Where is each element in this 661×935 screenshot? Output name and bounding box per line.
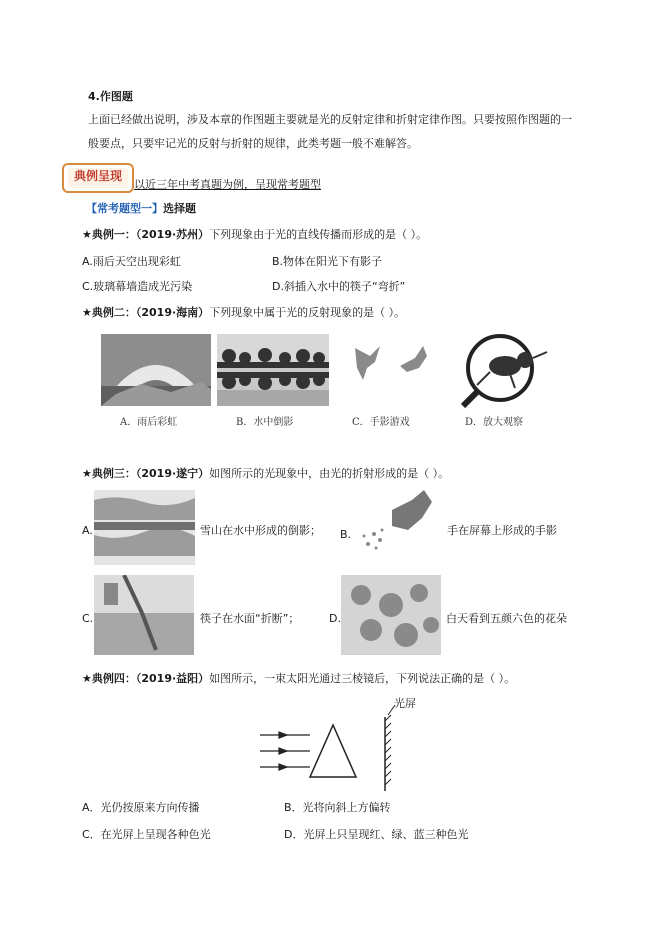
hand-screen-illustration — [352, 490, 444, 560]
hand-shadow-screen-picture — [352, 490, 444, 560]
flowers-illustration — [341, 575, 441, 655]
question-3-option-c-text: 筷子在水面“折断”； — [200, 612, 300, 625]
question-2-caption-a: A．雨后彩虹 — [120, 417, 178, 428]
arrow-2 — [279, 748, 287, 754]
prism-triangle — [310, 725, 356, 777]
arrow-1 — [279, 732, 287, 738]
hand-shadow-picture — [345, 338, 445, 403]
chopsticks-water-photo — [94, 575, 194, 655]
question-2-label: ★典例二： — [82, 306, 136, 319]
question-2-stem — [82, 306, 405, 320]
question-3-option-a-text: 雪山在水中形成的倒影； — [200, 524, 321, 537]
question-type-label: 选择题 — [163, 202, 196, 215]
magnifier-picture — [455, 330, 555, 408]
question-3-label: ★典例三： — [82, 467, 136, 480]
question-4-label: ★典例四： — [82, 672, 136, 685]
question-2-caption-b: B．水中倒影 — [236, 417, 294, 428]
section-title: 4.作图题 — [88, 90, 133, 103]
question-2-text: 下列现象中属于光的反射现象的是（ ）。 — [209, 306, 406, 319]
question-4-stem — [82, 672, 515, 686]
question-1-stem — [82, 228, 427, 242]
question-2-source: （2019·海南） — [135, 306, 210, 319]
snow-mountain-reflection-photo — [94, 490, 195, 565]
question-type-header — [86, 202, 196, 216]
snow-reflection-illustration — [94, 490, 195, 565]
intro-line-1: 上面已经做出说明，涉及本章的作图题主要就是光的反射定律和折射定律作图。只要按照作图题的一 — [88, 113, 572, 126]
question-3-option-d-letter: D. — [329, 612, 341, 625]
question-3-source: （2019·遂宁） — [135, 467, 210, 480]
hand-shadow-illustration — [345, 338, 445, 403]
question-2-caption-c: C．手影游戏 — [352, 417, 410, 428]
question-4-option-d: D．光屏上只呈现红、绿、蓝三种色光 — [284, 828, 469, 841]
question-1-option-b: B.物体在阳光下有影子 — [272, 255, 383, 268]
question-1-source: （2019·苏州） — [135, 228, 210, 241]
reflection-illustration — [217, 334, 329, 406]
chopsticks-illustration — [94, 575, 194, 655]
rainbow-illustration — [101, 334, 211, 406]
question-1-option-d: D.斜插入水中的筷子“弯折” — [272, 280, 406, 293]
question-3-option-b-text: 手在屏幕上形成的手影 — [447, 524, 557, 537]
question-4-option-b: B．光将向斜上方偏转 — [284, 801, 391, 814]
magnifier-illustration — [455, 330, 555, 408]
question-3-text: 如图所示的光现象中，由光的折射形成的是（ ）。 — [209, 467, 450, 480]
arrow-3 — [279, 764, 287, 770]
question-type-bracket: 【常考题型一】 — [86, 202, 163, 215]
question-1-option-a: A.雨后天空出现彩虹 — [82, 255, 181, 268]
question-3-option-b-letter: B. — [340, 528, 352, 541]
example-badge-label: 典例呈现 — [68, 168, 128, 188]
question-3-option-a-letter: A. — [82, 524, 93, 537]
screen-label: 光屏 — [394, 697, 416, 710]
question-1-text: 下列现象由于光的直线传播而形成的是（ ）。 — [209, 228, 428, 241]
water-reflection-photo — [217, 334, 329, 406]
question-3-option-d-text: 白天看到五颜六色的花朵 — [446, 612, 567, 625]
question-1-option-c: C.玻璃幕墙造成光污染 — [82, 280, 193, 293]
question-4-source: （2019·益阳） — [135, 672, 210, 685]
rainbow-photo — [101, 334, 211, 406]
question-4-option-a: A．光仍按原来方向传播 — [82, 801, 200, 814]
question-4-option-c: C．在光屏上呈现各种色光 — [82, 828, 211, 841]
question-1-label: ★典例一： — [82, 228, 136, 241]
flowers-photo — [341, 575, 441, 655]
example-badge — [62, 163, 134, 193]
question-3-option-c-letter: C. — [82, 612, 94, 625]
intro-line-2: 般要点，只要牢记光的反射与折射的规律，此类考题一般不难解答。 — [88, 137, 418, 150]
question-3-stem — [82, 467, 449, 481]
screen-hatching — [385, 715, 391, 785]
question-4-text: 如图所示，一束太阳光通过三棱镜后，下列说法正确的是（ ）。 — [209, 672, 516, 685]
question-2-caption-d: D．放大观察 — [465, 417, 524, 428]
badge-description: 以近三年中考真题为例，呈现常考题型 — [134, 178, 321, 191]
